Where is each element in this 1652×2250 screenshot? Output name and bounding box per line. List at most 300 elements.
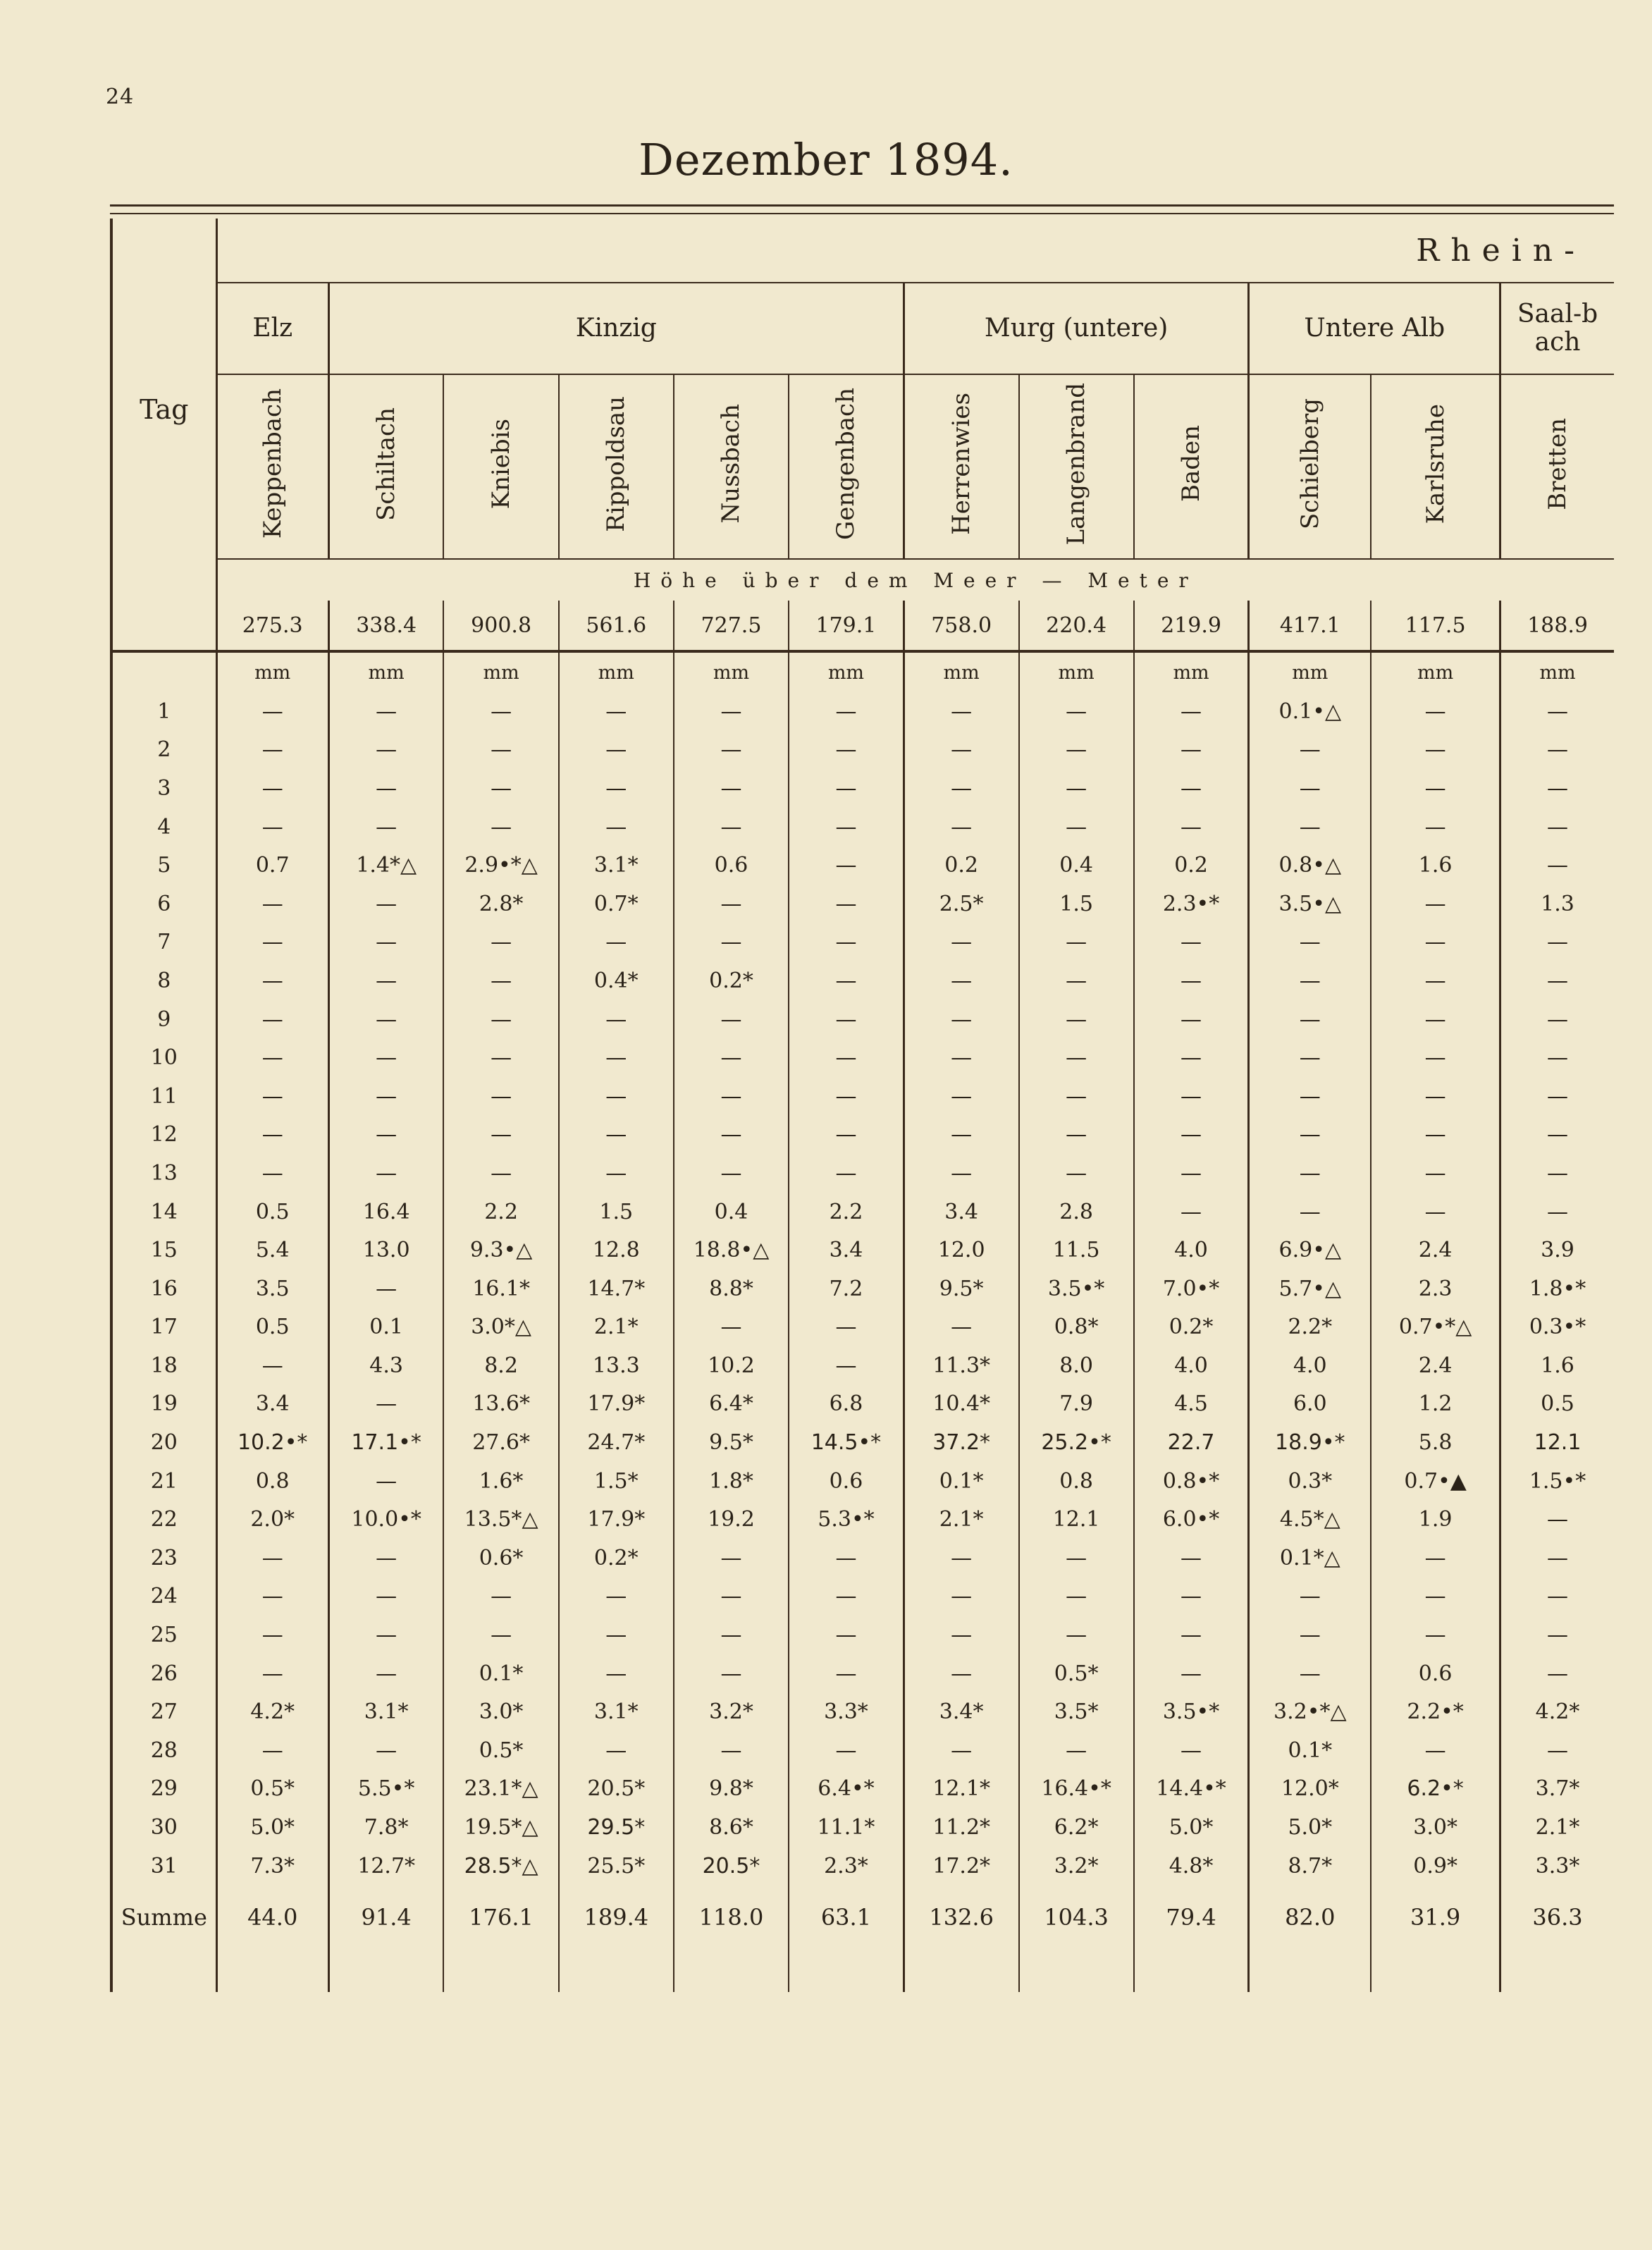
precipitation-value: — <box>443 1000 558 1039</box>
table-row <box>111 1038 1614 1077</box>
precipitation-value: 29.5* <box>559 1808 674 1847</box>
sum-value: 79.4 <box>1134 1885 1249 1950</box>
unit-label: mm <box>904 651 1018 692</box>
precipitation-value: — <box>904 1038 1018 1077</box>
precipitation-value: — <box>216 1000 328 1039</box>
precipitation-value: — <box>328 1000 443 1039</box>
precipitation-value: — <box>1134 1578 1249 1616</box>
table-row <box>111 1616 1614 1654</box>
precipitation-value: — <box>1249 1654 1371 1693</box>
precipitation-value: — <box>1249 731 1371 770</box>
precipitation-value: 12.8 <box>559 1231 674 1270</box>
precipitation-value: — <box>443 692 558 731</box>
station-header <box>216 374 328 559</box>
precipitation-value: 3.4 <box>789 1231 904 1270</box>
precipitation-value: — <box>1371 1578 1500 1616</box>
precipitation-value: 10.0•* <box>328 1500 443 1539</box>
precipitation-value: — <box>1371 1193 1500 1231</box>
unit-label: mm <box>1134 651 1249 692</box>
river-header <box>1500 283 1614 374</box>
precipitation-value: 3.0* <box>1371 1808 1500 1847</box>
station-header <box>1019 374 1134 559</box>
precipitation-value: — <box>1371 731 1500 770</box>
precipitation-value: — <box>216 1116 328 1155</box>
day-number: 14 <box>111 1193 216 1231</box>
precipitation-value: 5.0* <box>1249 1808 1371 1847</box>
precipitation-value: 16.4•* <box>1019 1770 1134 1809</box>
river-header-row <box>111 283 1614 374</box>
sum-value: 91.4 <box>328 1885 443 1950</box>
table-row <box>111 1539 1614 1578</box>
altitude-value: 117.5 <box>1371 601 1500 651</box>
sum-value: 36.3 <box>1500 1885 1614 1950</box>
day-number: 2 <box>111 731 216 770</box>
precipitation-value: — <box>904 1000 1018 1039</box>
precipitation-value: 25.5* <box>559 1847 674 1886</box>
precipitation-value: 8.8* <box>674 1270 789 1308</box>
river-header: Elz <box>216 283 328 374</box>
precipitation-value: 7.3* <box>216 1847 328 1886</box>
precipitation-value: — <box>1500 1077 1614 1116</box>
precipitation-value: 17.2* <box>904 1847 1018 1886</box>
station-header <box>674 374 789 559</box>
precipitation-value: 0.8 <box>1019 1462 1134 1501</box>
precipitation-value: — <box>1134 1038 1249 1077</box>
precipitation-value: — <box>1500 846 1614 885</box>
station-name: Schiltach <box>372 407 401 521</box>
precipitation-value: — <box>1249 1193 1371 1231</box>
precipitation-value: — <box>1249 923 1371 962</box>
precipitation-value: 3.9 <box>1500 1231 1614 1270</box>
table-row <box>111 1578 1614 1616</box>
precipitation-value: — <box>328 1116 443 1155</box>
precipitation-value: 3.2•*△ <box>1249 1692 1371 1731</box>
precipitation-value: — <box>216 1654 328 1693</box>
sum-value: 63.1 <box>789 1885 904 1950</box>
altitude-value: 338.4 <box>328 601 443 651</box>
precipitation-value: 9.3•△ <box>443 1231 558 1270</box>
precipitation-value: 0.5 <box>216 1193 328 1231</box>
precipitation-value: — <box>674 1308 789 1347</box>
precipitation-value: 0.7* <box>559 885 674 923</box>
day-number: 29 <box>111 1770 216 1809</box>
precipitation-value: — <box>1019 808 1134 847</box>
table-row <box>111 1808 1614 1847</box>
day-number: 10 <box>111 1038 216 1077</box>
altitude-value: 219.9 <box>1134 601 1249 651</box>
precipitation-value: — <box>328 885 443 923</box>
precipitation-value: 17.9* <box>559 1500 674 1539</box>
unit-label: mm <box>1500 651 1614 692</box>
precipitation-value: 2.2•* <box>1371 1692 1500 1731</box>
precipitation-value: — <box>1371 1616 1500 1654</box>
precipitation-value: 4.0 <box>1249 1346 1371 1385</box>
page-title: Dezember 1894. <box>639 134 1013 185</box>
precipitation-value: 9.5* <box>904 1270 1018 1308</box>
precipitation-value: 6.0 <box>1249 1385 1371 1424</box>
precipitation-value: 14.5•* <box>789 1423 904 1462</box>
precipitation-value: — <box>904 1539 1018 1578</box>
station-name: Baden <box>1177 425 1206 503</box>
precipitation-value: — <box>1371 808 1500 847</box>
precipitation-value: 0.6 <box>1371 1654 1500 1693</box>
precipitation-table <box>110 219 1614 1992</box>
precipitation-value: — <box>216 1578 328 1616</box>
precipitation-value: — <box>1134 1116 1249 1155</box>
precipitation-value: 0.6 <box>674 846 789 885</box>
river-header: Kinzig <box>328 283 904 374</box>
table-row <box>111 1692 1614 1731</box>
day-number: 7 <box>111 923 216 962</box>
day-number: 6 <box>111 885 216 923</box>
precipitation-value: — <box>216 769 328 808</box>
precipitation-value: — <box>1500 731 1614 770</box>
precipitation-value: 16.4 <box>328 1193 443 1231</box>
precipitation-value: — <box>789 1077 904 1116</box>
precipitation-value: — <box>216 885 328 923</box>
precipitation-value: — <box>789 1578 904 1616</box>
precipitation-value: — <box>674 923 789 962</box>
sum-value: 176.1 <box>443 1885 558 1950</box>
precipitation-value: — <box>674 885 789 923</box>
precipitation-value: — <box>328 923 443 962</box>
table-row <box>111 1770 1614 1809</box>
station-name: Karlsruhe <box>1421 403 1450 524</box>
sum-value: 118.0 <box>674 1885 789 1950</box>
precipitation-value: 4.2* <box>1500 1692 1614 1731</box>
precipitation-value: 2.2* <box>1249 1308 1371 1347</box>
precipitation-value: — <box>674 808 789 847</box>
day-number: 18 <box>111 1346 216 1385</box>
table-row <box>111 1154 1614 1193</box>
altitude-value: 727.5 <box>674 601 789 651</box>
precipitation-value: — <box>328 1270 443 1308</box>
precipitation-value: 3.7* <box>1500 1770 1614 1809</box>
precipitation-value: — <box>674 731 789 770</box>
precipitation-value: 2.1* <box>559 1308 674 1347</box>
precipitation-value: — <box>904 1616 1018 1654</box>
precipitation-value: — <box>1019 692 1134 731</box>
precipitation-value: 18.8•△ <box>674 1231 789 1270</box>
precipitation-value: — <box>674 1539 789 1578</box>
station-header <box>789 374 904 559</box>
unit-row <box>111 651 1614 692</box>
precipitation-value: — <box>328 1462 443 1501</box>
precipitation-value: — <box>1500 1654 1614 1693</box>
altitude-value: 220.4 <box>1019 601 1134 651</box>
precipitation-value: 0.2 <box>904 846 1018 885</box>
precipitation-value: — <box>1500 923 1614 962</box>
precipitation-value: 1.5* <box>559 1462 674 1501</box>
precipitation-value: — <box>1249 808 1371 847</box>
precipitation-value: — <box>328 1578 443 1616</box>
precipitation-value: — <box>1500 808 1614 847</box>
day-number: 30 <box>111 1808 216 1847</box>
precipitation-value: 3.1* <box>328 1692 443 1731</box>
sum-label: Summe <box>111 1885 216 1950</box>
precipitation-value: — <box>1500 1500 1614 1539</box>
precipitation-value: — <box>443 1038 558 1077</box>
precipitation-value: — <box>1249 1154 1371 1193</box>
sum-row <box>111 1885 1614 1950</box>
station-name: Schielberg <box>1295 398 1324 529</box>
unit-label: mm <box>1371 651 1500 692</box>
table-row <box>111 1423 1614 1462</box>
unit-label: mm <box>674 651 789 692</box>
precipitation-value: — <box>328 1385 443 1424</box>
day-number: 5 <box>111 846 216 885</box>
precipitation-value: — <box>1134 923 1249 962</box>
precipitation-value: 0.1* <box>904 1462 1018 1501</box>
precipitation-value: — <box>789 1539 904 1578</box>
precipitation-value: — <box>1371 769 1500 808</box>
precipitation-value: — <box>216 1346 328 1385</box>
table-row <box>111 1346 1614 1385</box>
precipitation-value: 0.7•*△ <box>1371 1308 1500 1347</box>
table-row <box>111 961 1614 1000</box>
precipitation-value: 2.8 <box>1019 1193 1134 1231</box>
precipitation-value: 4.3 <box>328 1346 443 1385</box>
precipitation-value: — <box>1371 885 1500 923</box>
table-row <box>111 1308 1614 1347</box>
precipitation-value: 0.6* <box>443 1539 558 1578</box>
day-number: 19 <box>111 1385 216 1424</box>
precipitation-value: 11.1* <box>789 1808 904 1847</box>
precipitation-value: 0.4* <box>559 961 674 1000</box>
precipitation-value: — <box>789 961 904 1000</box>
precipitation-value: — <box>559 731 674 770</box>
precipitation-value: 0.8•△ <box>1249 846 1371 885</box>
precipitation-value: — <box>1134 1154 1249 1193</box>
precipitation-value: — <box>789 731 904 770</box>
precipitation-value: — <box>328 769 443 808</box>
precipitation-value: — <box>674 1578 789 1616</box>
precipitation-value: — <box>559 1578 674 1616</box>
day-number: 17 <box>111 1308 216 1347</box>
unit-label: mm <box>1249 651 1371 692</box>
precipitation-value: 0.2 <box>1134 846 1249 885</box>
precipitation-value: — <box>1500 1539 1614 1578</box>
precipitation-value: — <box>216 923 328 962</box>
precipitation-value: — <box>1371 1154 1500 1193</box>
precipitation-value: 6.4* <box>674 1385 789 1424</box>
precipitation-value: — <box>328 1731 443 1770</box>
precipitation-value: 7.2 <box>789 1270 904 1308</box>
precipitation-value: 2.5* <box>904 885 1018 923</box>
precipitation-value: 2.0* <box>216 1500 328 1539</box>
precipitation-value: 3.2* <box>674 1692 789 1731</box>
precipitation-value: 4.8* <box>1134 1847 1249 1886</box>
precipitation-value: — <box>1249 1077 1371 1116</box>
precipitation-value: 6.9•△ <box>1249 1231 1371 1270</box>
table-row <box>111 1385 1614 1424</box>
precipitation-value: — <box>904 1154 1018 1193</box>
precipitation-value: — <box>328 1038 443 1077</box>
precipitation-value: 8.7* <box>1249 1847 1371 1886</box>
day-number: 15 <box>111 1231 216 1270</box>
precipitation-value: 6.0•* <box>1134 1500 1249 1539</box>
precipitation-value: 0.4 <box>674 1193 789 1231</box>
river-header: Murg (untere) <box>904 283 1249 374</box>
sum-value: 44.0 <box>216 1885 328 1950</box>
altitude-value: 900.8 <box>443 601 558 651</box>
precipitation-value: — <box>789 808 904 847</box>
precipitation-value: 0.9* <box>1371 1847 1500 1886</box>
precipitation-value: — <box>559 1116 674 1155</box>
precipitation-value: 1.4*△ <box>328 846 443 885</box>
precipitation-value: — <box>1249 961 1371 1000</box>
precipitation-value: 2.2 <box>789 1193 904 1231</box>
precipitation-value: — <box>674 1731 789 1770</box>
precipitation-value: — <box>1500 1000 1614 1039</box>
precipitation-value: — <box>559 923 674 962</box>
day-number: 20 <box>111 1423 216 1462</box>
precipitation-value: — <box>1019 1616 1134 1654</box>
day-number: 22 <box>111 1500 216 1539</box>
altitude-value: 179.1 <box>789 601 904 651</box>
precipitation-value: — <box>443 1616 558 1654</box>
precipitation-value: — <box>328 961 443 1000</box>
precipitation-value: 13.5*△ <box>443 1500 558 1539</box>
sum-value: 189.4 <box>559 1885 674 1950</box>
precipitation-value: — <box>328 1654 443 1693</box>
sum-value: 132.6 <box>904 1885 1018 1950</box>
precipitation-value: 5.5•* <box>328 1770 443 1809</box>
station-header <box>1249 374 1371 559</box>
precipitation-value: — <box>443 1154 558 1193</box>
altitude-row <box>111 601 1614 651</box>
daily-values <box>111 692 1614 1885</box>
precipitation-value: — <box>328 692 443 731</box>
table-row <box>111 1654 1614 1693</box>
precipitation-value: 11.2* <box>904 1808 1018 1847</box>
station-header <box>904 374 1018 559</box>
precipitation-value: — <box>559 808 674 847</box>
precipitation-value: — <box>1500 1116 1614 1155</box>
precipitation-value: — <box>216 1731 328 1770</box>
precipitation-value: 0.1•△ <box>1249 692 1371 731</box>
table-row <box>111 1462 1614 1501</box>
precipitation-value: — <box>1019 923 1134 962</box>
precipitation-value: 2.3 <box>1371 1270 1500 1308</box>
precipitation-value: — <box>1371 1539 1500 1578</box>
page-number: 24 <box>106 85 135 109</box>
precipitation-value: — <box>904 731 1018 770</box>
day-number: 11 <box>111 1077 216 1116</box>
precipitation-value: 6.2* <box>1019 1808 1134 1847</box>
table-row <box>111 731 1614 770</box>
precipitation-value: — <box>328 1077 443 1116</box>
precipitation-value: 12.0 <box>904 1231 1018 1270</box>
day-column-header: Tag <box>111 219 216 601</box>
precipitation-value: — <box>1371 1116 1500 1155</box>
precipitation-value: 12.1 <box>1019 1500 1134 1539</box>
precipitation-value: 22.7 <box>1134 1423 1249 1462</box>
unit-label: mm <box>443 651 558 692</box>
precipitation-value: 4.5 <box>1134 1385 1249 1424</box>
precipitation-value: — <box>904 1654 1018 1693</box>
precipitation-value: — <box>1019 1154 1134 1193</box>
precipitation-value: — <box>789 1731 904 1770</box>
precipitation-value: 2.3•* <box>1134 885 1249 923</box>
day-number: 31 <box>111 1847 216 1886</box>
precipitation-value: 12.0* <box>1249 1770 1371 1809</box>
precipitation-value: 3.5•* <box>1134 1692 1249 1731</box>
unit-label: mm <box>216 651 328 692</box>
table-row <box>111 769 1614 808</box>
precipitation-value: — <box>904 1578 1018 1616</box>
precipitation-value: — <box>674 1154 789 1193</box>
precipitation-value: — <box>559 1731 674 1770</box>
table-row <box>111 1193 1614 1231</box>
precipitation-value: 1.3 <box>1500 885 1614 923</box>
precipitation-value: — <box>904 808 1018 847</box>
precipitation-value: 3.0*△ <box>443 1308 558 1347</box>
precipitation-value: — <box>789 923 904 962</box>
precipitation-value: 1.9 <box>1371 1500 1500 1539</box>
precipitation-value: — <box>443 731 558 770</box>
precipitation-value: 3.5* <box>1019 1692 1134 1731</box>
precipitation-value: 5.4 <box>216 1231 328 1270</box>
precipitation-value: 2.8* <box>443 885 558 923</box>
precipitation-value: — <box>559 1038 674 1077</box>
precipitation-value: — <box>1134 731 1249 770</box>
precipitation-value: 1.6 <box>1371 846 1500 885</box>
precipitation-value: — <box>1500 769 1614 808</box>
precipitation-value: 5.8 <box>1371 1423 1500 1462</box>
precipitation-value: — <box>1019 1000 1134 1039</box>
precipitation-value: 2.2 <box>443 1193 558 1231</box>
precipitation-value: 8.0 <box>1019 1346 1134 1385</box>
day-number: 3 <box>111 769 216 808</box>
precipitation-value: — <box>216 692 328 731</box>
precipitation-value: 2.4 <box>1371 1346 1500 1385</box>
precipitation-value: — <box>674 692 789 731</box>
precipitation-value: 10.2•* <box>216 1423 328 1462</box>
precipitation-value: — <box>1134 1000 1249 1039</box>
precipitation-value: — <box>559 1616 674 1654</box>
precipitation-value: — <box>559 1154 674 1193</box>
precipitation-value: — <box>216 961 328 1000</box>
precipitation-value: — <box>904 769 1018 808</box>
precipitation-value: — <box>1134 1077 1249 1116</box>
table-row <box>111 1077 1614 1116</box>
altitude-value: 188.9 <box>1500 601 1614 651</box>
precipitation-value: 3.1* <box>559 846 674 885</box>
precipitation-value: — <box>674 1077 789 1116</box>
unit-label: mm <box>1019 651 1134 692</box>
precipitation-value: — <box>559 1000 674 1039</box>
precipitation-value: — <box>1371 1000 1500 1039</box>
precipitation-value: 3.4* <box>904 1692 1018 1731</box>
precipitation-value: 0.3* <box>1249 1462 1371 1501</box>
day-number: 9 <box>111 1000 216 1039</box>
precipitation-value: — <box>1371 923 1500 962</box>
day-number: 1 <box>111 692 216 731</box>
station-header <box>443 374 558 559</box>
precipitation-value: 4.0 <box>1134 1231 1249 1270</box>
precipitation-value: 14.7* <box>559 1270 674 1308</box>
precipitation-value: — <box>1019 1077 1134 1116</box>
precipitation-value: — <box>559 692 674 731</box>
precipitation-value: — <box>789 846 904 885</box>
precipitation-value: — <box>443 769 558 808</box>
precipitation-value: 4.5*△ <box>1249 1500 1371 1539</box>
altitude-value: 275.3 <box>216 601 328 651</box>
precipitation-value: 0.1 <box>328 1308 443 1347</box>
station-name: Bretten <box>1543 417 1572 510</box>
table-row <box>111 1000 1614 1039</box>
